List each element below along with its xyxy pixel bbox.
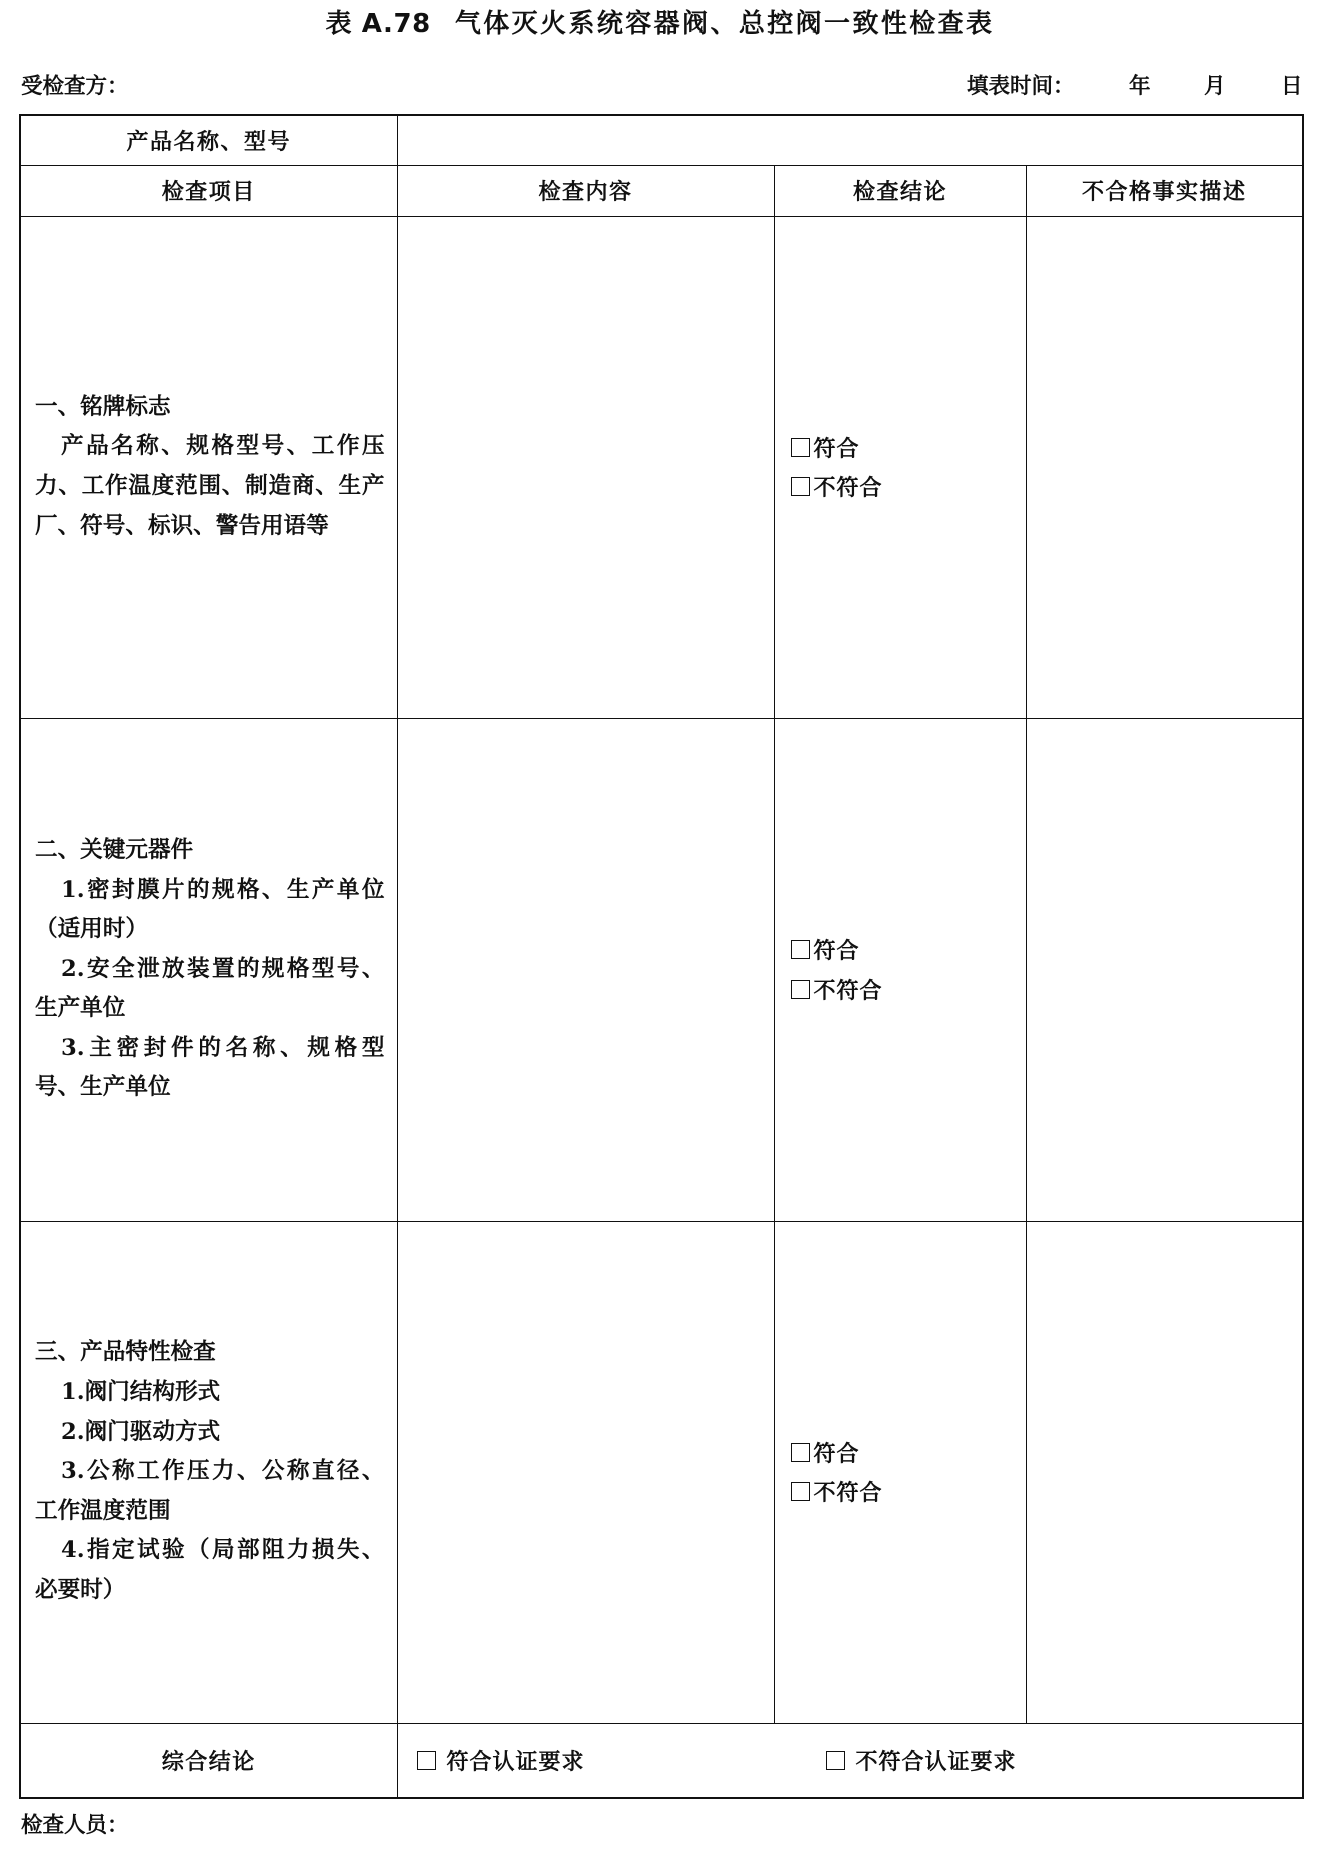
overall-conclusion-row <box>20 1723 1303 1798</box>
product-name-label: 产品名称、型号 <box>20 115 397 165</box>
overall-conclusion-options <box>397 1723 1303 1798</box>
conform-option-label: 符合 <box>813 939 860 965</box>
nonconform-option-label: 不符合 <box>813 1481 883 1507</box>
conform-checkbox[interactable] <box>791 438 810 457</box>
check-item-paragraph <box>35 1531 385 1610</box>
fill-time-day: 日 <box>1281 74 1303 99</box>
nonconformity-description-cell <box>1026 1221 1303 1723</box>
check-item-cell <box>20 718 397 1221</box>
fails-certification-label: 不符合认证要求 <box>855 1749 1017 1775</box>
check-item-line: 厂、符号、标识、警告用语等 <box>35 512 329 539</box>
check-item-paragraph <box>35 950 385 1029</box>
inspector-label: 检查人员： <box>21 1813 129 1838</box>
check-conclusion-cell <box>774 1221 1026 1723</box>
table-number: 表 A.78 <box>325 9 431 39</box>
conform-checkbox[interactable] <box>791 940 810 959</box>
check-item-line: 生产单位 <box>35 995 126 1022</box>
nonconform-option[interactable] <box>791 467 1026 507</box>
check-item-line: 一、铭牌标志 <box>35 393 171 420</box>
overall-options-group <box>398 1724 1303 1798</box>
check-item-line: 三、产品特性检查 <box>35 1339 216 1366</box>
check-item-paragraph <box>35 1029 385 1108</box>
conform-option-label: 符合 <box>813 436 860 462</box>
check-item-title <box>35 1333 385 1373</box>
check-item-line: 1.阀门结构形式 <box>61 1379 221 1406</box>
meets-certification-checkbox[interactable] <box>417 1751 436 1770</box>
check-item-paragraph <box>35 1373 385 1413</box>
nonconform-checkbox[interactable] <box>791 477 810 496</box>
meets-certification-option[interactable] <box>417 1740 826 1780</box>
check-row-key-components <box>20 718 1303 1221</box>
check-conclusion-cell <box>774 216 1026 718</box>
header-nonconformity-description: 不合格事实描述 <box>1026 165 1303 216</box>
check-item-paragraph <box>35 1452 385 1531</box>
nonconform-checkbox[interactable] <box>791 1482 810 1501</box>
fails-certification-checkbox[interactable] <box>826 1751 845 1770</box>
check-item-line: 号、生产单位 <box>35 1074 171 1101</box>
conform-option[interactable] <box>791 1432 1026 1472</box>
page-title <box>0 8 1320 40</box>
nonconformity-description-cell <box>1026 718 1303 1221</box>
check-item-line: 2.安全泄放装置的规格型号、 <box>61 955 385 982</box>
fill-time-year: 年 <box>1129 74 1151 99</box>
check-item-line: 二、关键元器件 <box>35 836 194 863</box>
table-header-row <box>20 165 1303 216</box>
check-item-line: 力、工作温度范围、制造商、生产 <box>35 473 385 499</box>
nonconform-option[interactable] <box>791 970 1026 1010</box>
overall-conclusion-label: 综合结论 <box>20 1723 397 1798</box>
check-item-line: 产品名称、规格型号、工作压 <box>61 433 385 460</box>
fill-time-month: 月 <box>1204 74 1226 99</box>
check-conclusion-cell <box>774 718 1026 1221</box>
fill-time-label: 填表时间： <box>967 74 1075 99</box>
check-item-line: （适用时） <box>35 916 148 943</box>
product-name-row <box>20 115 1303 165</box>
product-name-value-cell <box>397 115 1303 165</box>
nonconform-option[interactable] <box>791 1472 1026 1512</box>
check-item-title <box>35 831 385 871</box>
check-item-line: 3.公称工作压力、公称直径、 <box>61 1458 385 1485</box>
conform-option[interactable] <box>791 930 1026 970</box>
inspection-table <box>19 114 1304 1799</box>
check-content-cell <box>397 216 774 718</box>
inspected-party-label: 受检查方： <box>21 74 129 99</box>
check-item-line: 工作温度范围 <box>35 1497 171 1524</box>
conform-option-label: 符合 <box>813 1441 860 1467</box>
check-item-title <box>35 388 385 428</box>
check-item-paragraph <box>35 871 385 950</box>
nonconform-checkbox[interactable] <box>791 980 810 999</box>
check-item-paragraph <box>35 427 385 546</box>
fails-certification-option[interactable] <box>826 1740 1017 1780</box>
conform-option[interactable] <box>791 427 1026 467</box>
check-item-line: 2.阀门驱动方式 <box>61 1418 221 1445</box>
check-content-cell <box>397 1221 774 1723</box>
check-item-line: 3.主密封件的名称、规格型 <box>61 1034 385 1061</box>
header-check-item: 检查项目 <box>20 165 397 216</box>
meets-certification-label: 符合认证要求 <box>446 1749 585 1775</box>
check-item-cell <box>20 216 397 718</box>
nonconform-option-label: 不符合 <box>813 476 883 502</box>
check-item-paragraph <box>35 1413 385 1453</box>
table-title: 气体灭火系统容器阀、总控阀一致性检查表 <box>454 9 995 39</box>
check-row-nameplate-marking <box>20 216 1303 718</box>
check-item-line: 1.密封膜片的规格、生产单位 <box>61 876 385 903</box>
header-check-conclusion: 检查结论 <box>774 165 1026 216</box>
check-item-line: 必要时） <box>35 1576 126 1603</box>
check-item-line: 4.指定试验（局部阻力损失、 <box>61 1537 385 1564</box>
nonconformity-description-cell <box>1026 216 1303 718</box>
conform-checkbox[interactable] <box>791 1443 810 1462</box>
check-content-cell <box>397 718 774 1221</box>
nonconform-option-label: 不符合 <box>813 978 883 1004</box>
check-item-cell <box>20 1221 397 1723</box>
header-check-content: 检查内容 <box>397 165 774 216</box>
check-row-product-characteristics <box>20 1221 1303 1723</box>
